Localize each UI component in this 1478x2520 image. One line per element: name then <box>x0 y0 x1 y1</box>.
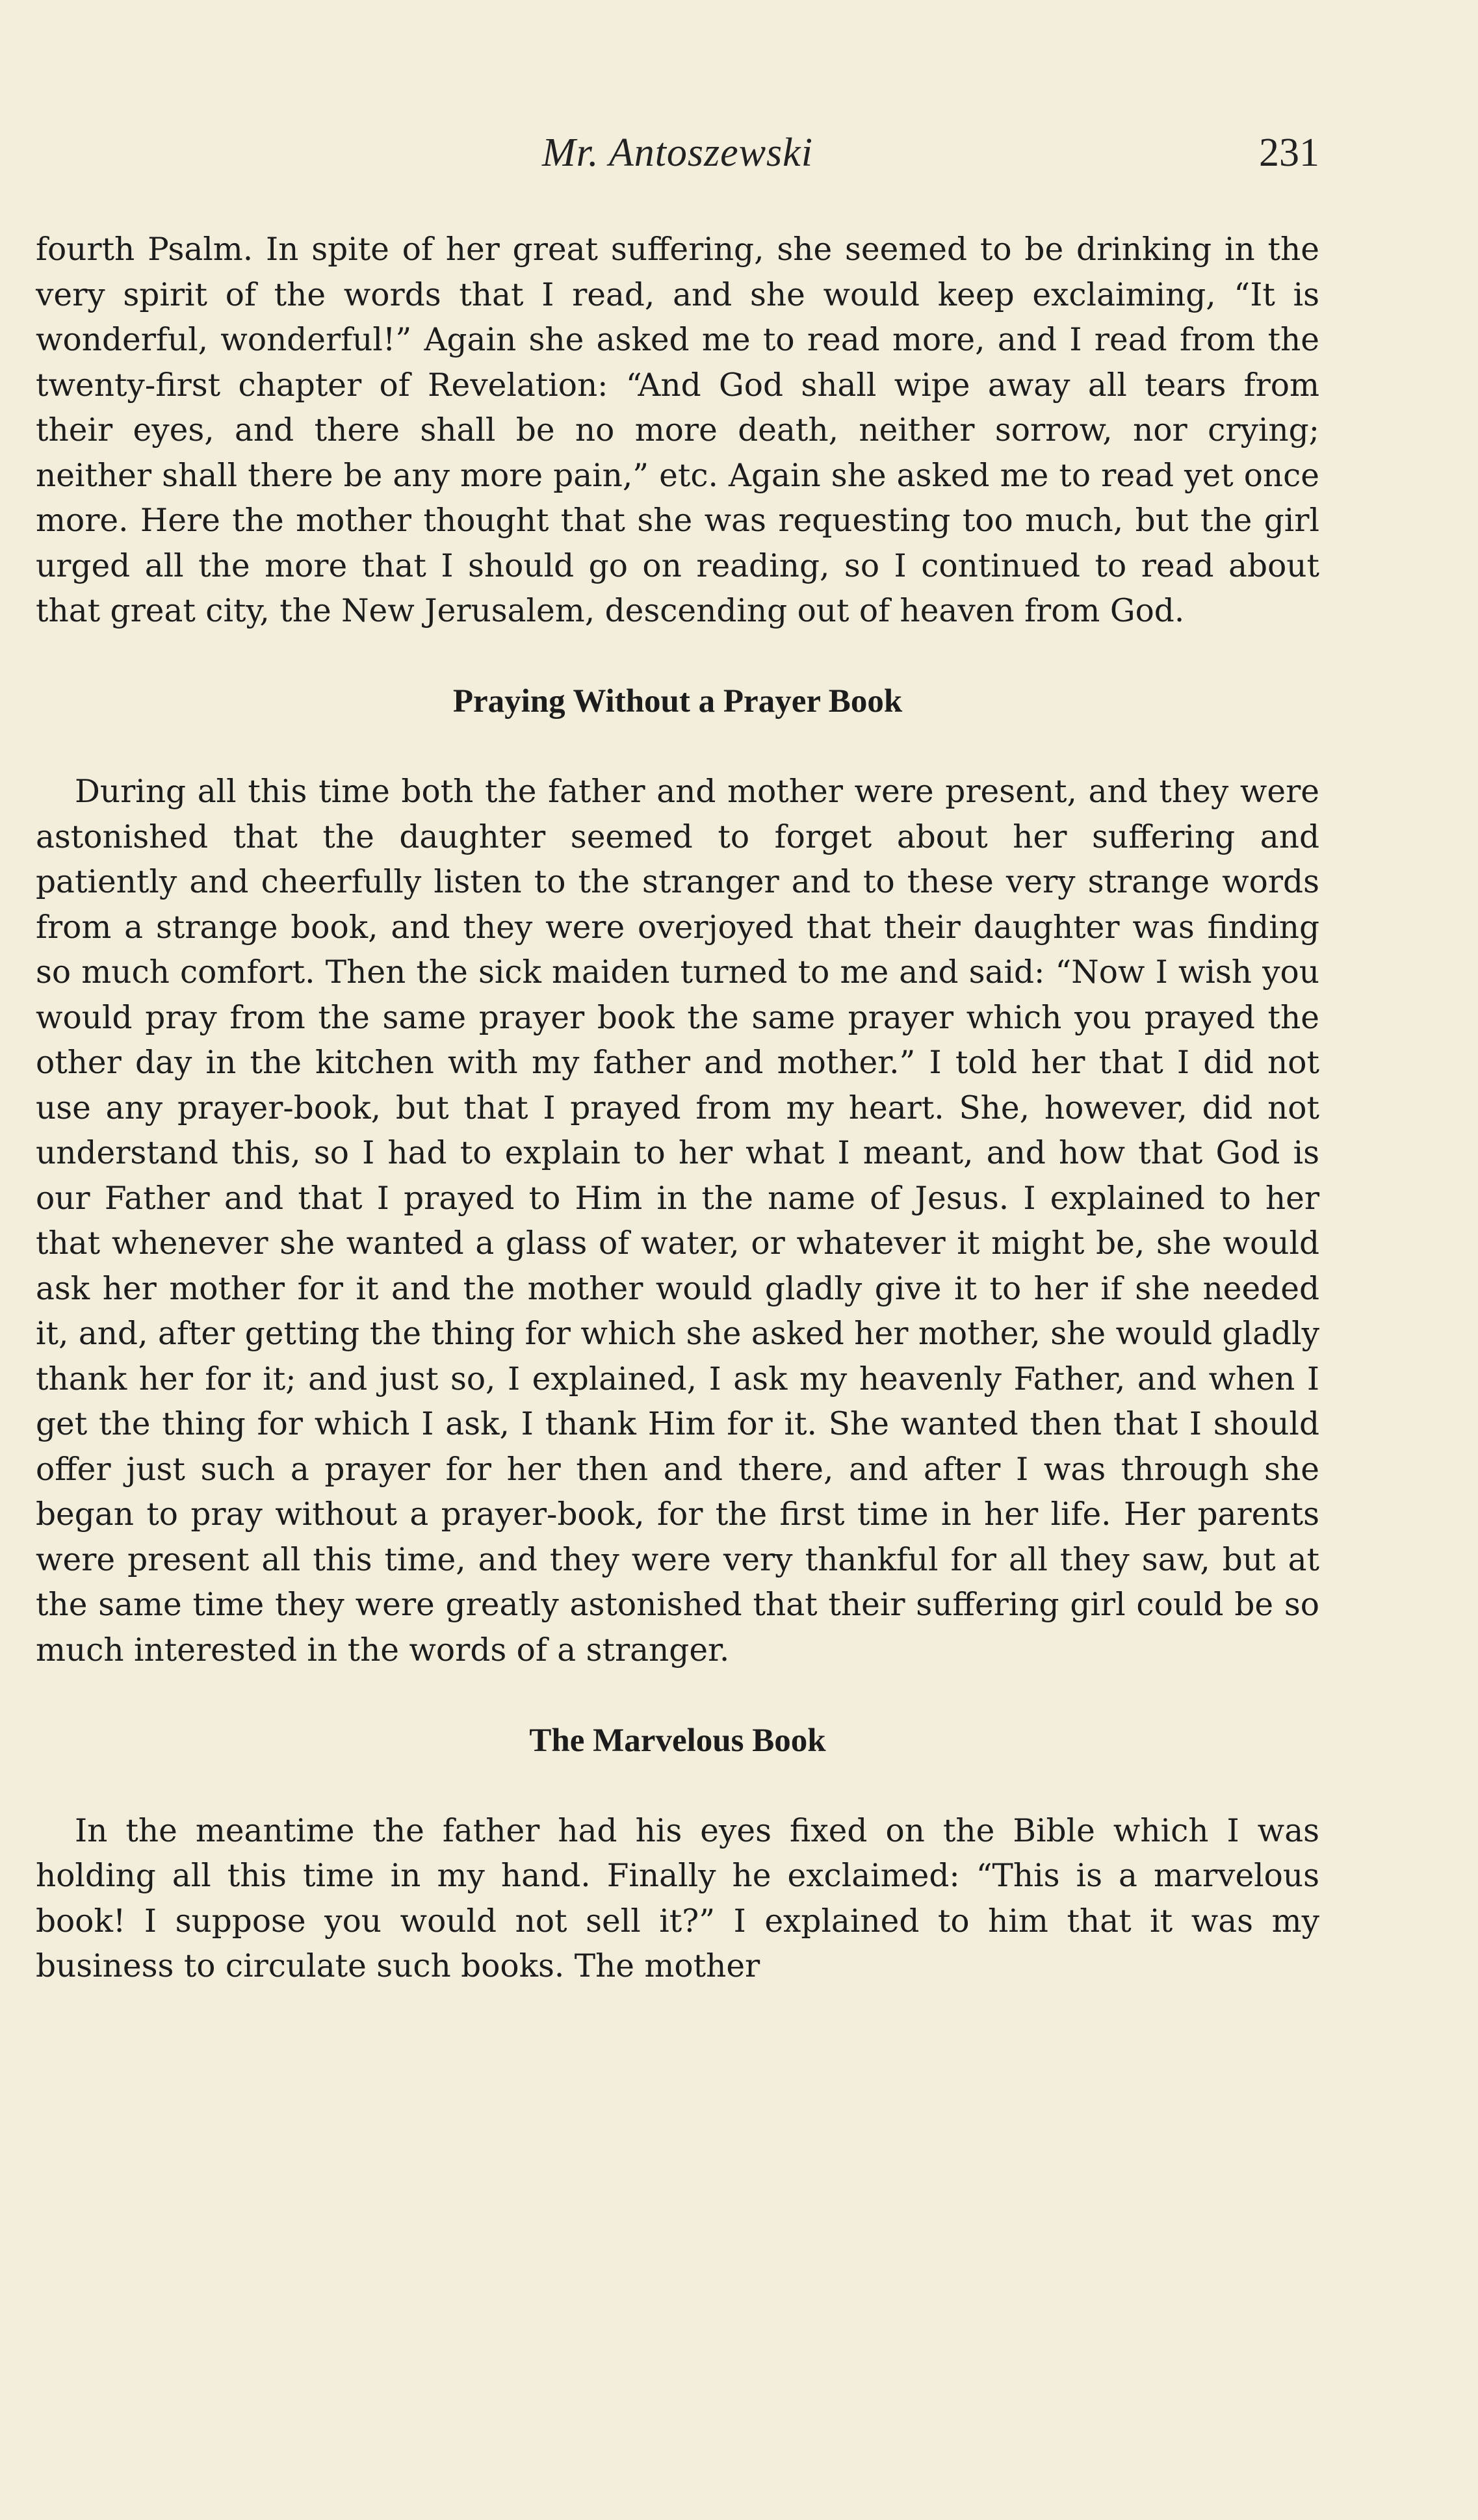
page-number: 231 <box>1259 131 1319 175</box>
running-title: Mr. Antoszewski <box>542 131 813 175</box>
section-heading-marvelous-book: The Marvelous Book <box>529 1722 826 1759</box>
paragraph-2: During all this time both the father and mother were present, and they were astonished that the daughter seemed to forget about her suffering and patiently and cheerfully listen to the stranger and to these very strange words from a strange book, and they were overjoyed that their daughter was finding so much comfort. Then the sick maiden turned to me and said: “Now I wish you would pray from the same prayer book the same prayer which you prayed the other day in the kitchen with my father and mother.” I told her that I did not use any prayer-book, but that I prayed from my heart. She, however, did not understand this, so I had to explain to her what I meant, and how that God is our Father and that I prayed to Him in the name of Jesus. I explained to her that whenever she wanted a glass of water, or whatever it might be, she would ask her mother for it and the mother would gladly give it to her if she needed it, and, after getting the thing for which she asked her mother, she would gladly thank her for it; and just so, I explained, I ask my heavenly Father, and when I get the thing for which I ask, I thank Him for it. She wanted then that I should offer just such a prayer for her then and there, and after I was through she began to pray without a prayer-book, for the first time in her life. Her parents were present all this time, and they were very thankful for all they saw, but at the same time they were greatly astonished that their suffering girl could be so much interested in the words of a stranger. <box>36 773 1319 1669</box>
section-heading-praying: Praying Without a Prayer Book <box>452 683 903 720</box>
paragraph-3: In the meantime the father had his eyes fixed on the Bible which I was holding all this time in my hand. Finally he exclaimed: “This is a marvelous book! I suppose you would not sell it?” I explained to him that it was my business to circulate such books. The mother <box>36 1812 1319 1984</box>
body-text <box>36 227 1319 1990</box>
page-header <box>36 130 1319 188</box>
paragraph-1: fourth Psalm. In spite of her great suffering, she seemed to be drinking in the very spirit of the words that I read, and she would keep exclaiming, “It is wonderful, wonderful!” Again she asked me to read more, and I read from the twenty-first chapter of Revelation: “And God shall wipe away all tears from their eyes, and there shall be no more death, neither sorrow, nor crying; neither shall there be any more pain,” etc. Again she asked me to read yet once more. Here the mother thought that she was requesting too much, but the girl urged all the more that I should go on reading, so I continued to read about that great city, the New Jerusalem, descending out of heaven from God. <box>36 231 1319 629</box>
